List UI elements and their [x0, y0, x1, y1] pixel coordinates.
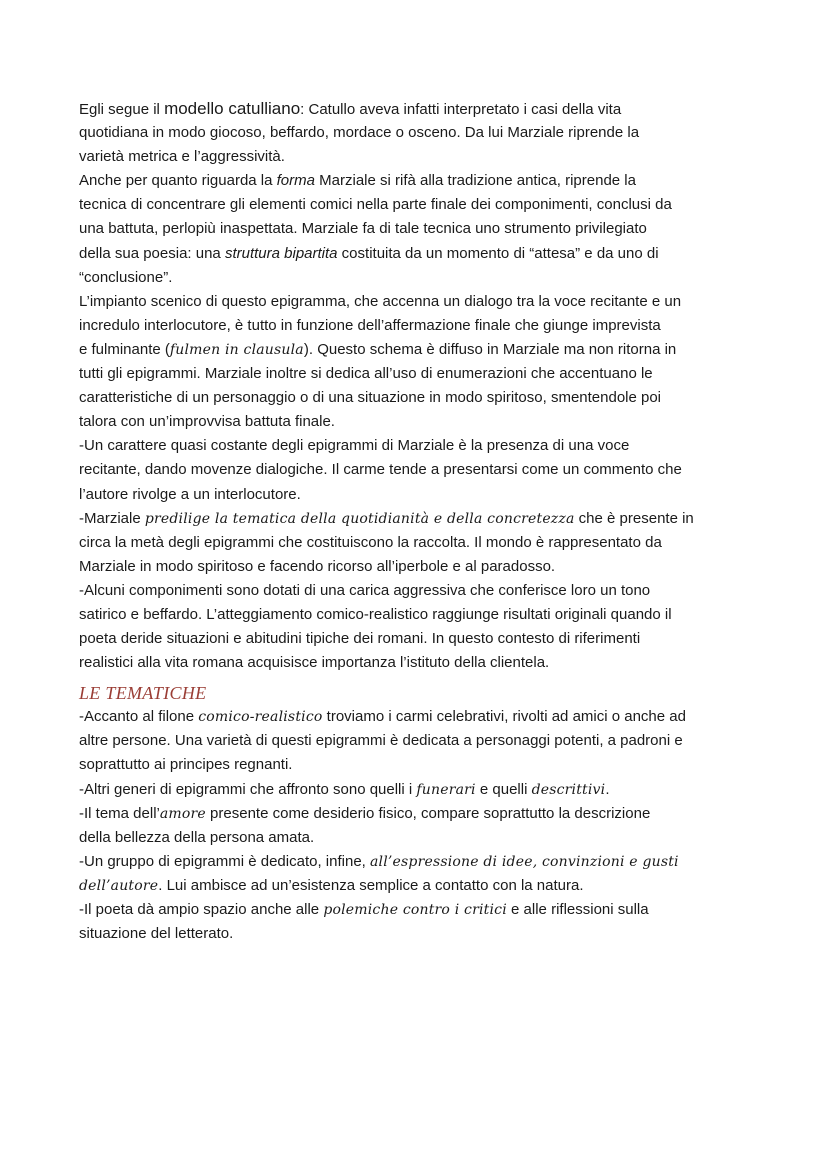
text-line: -Un gruppo di epigrammi è dedicato, infine, all’espressione di idee, convinzioni e gusti — [79, 852, 679, 870]
text-line: incredulo interlocutore, è tutto in funzione dell’affermazione finale che giunge imprevista — [79, 316, 661, 334]
handwritten-text: all’espressione di idee, convinzioni e gusti — [370, 853, 679, 870]
text-line: poeta deride situazioni e abitudini tipiche dei romani. In questo contesto di riferimenti — [79, 630, 641, 648]
italic-text: struttura bipartita — [224, 244, 338, 262]
text-line: dell’autore. Lui ambisce ad un’esistenza semplice a contatto con la natura. — [79, 876, 584, 894]
text-line: una battuta, perlopiù inaspettata. Marziale fa di tale tecnica uno strumento privilegiato — [79, 220, 647, 238]
handwritten-text: funerari — [416, 781, 476, 798]
handwritten-text: predilige la tematica della quotidianità e della concretezza — [144, 510, 575, 527]
text-line: caratteristiche di un personaggio o di una situazione in modo spiritoso, smentendole poi — [79, 389, 662, 407]
text-line: -Il tema dell’amore presente come desiderio fisico, compare soprattutto la descrizione — [79, 804, 651, 822]
handwritten-text: fulmen in clausula — [169, 341, 304, 358]
text-line: -Accanto al filone comico-realistico troviamo i carmi celebrativi, rivolti ad amici o anche ad — [79, 708, 686, 726]
section-heading-line — [79, 681, 759, 705]
text-line: e fulminante (fulmen in clausula). Questo schema è diffuso in Marziale ma non ritorna in — [79, 340, 677, 358]
text-line: L’impianto scenico di questo epigramma, che accenna un dialogo tra la voce recitante e un — [79, 292, 682, 310]
text-line: talora con un’improvvisa battuta finale. — [79, 413, 335, 431]
section-block — [79, 705, 759, 946]
text-line: l’autore rivolge a un interlocutore. — [79, 485, 301, 503]
text-line: Marziale in modo spiritoso e facendo ricorso all’iperbole e al paradosso. — [79, 557, 556, 575]
handwritten-text: comico-realistico — [198, 709, 323, 726]
document-page — [79, 97, 759, 946]
text-line: -Il poeta dà ampio spazio anche alle polemiche contro i critici e alle riflessioni sulla — [79, 901, 649, 918]
intro-block — [79, 97, 759, 675]
handwritten-text: amore — [159, 805, 206, 822]
text-line: situazione del letterato. — [79, 925, 234, 943]
text-line: Anche per quanto riguarda la forma Marziale si rifà alla tradizione antica, riprende la — [79, 172, 636, 190]
text-line: tecnica di concentrare gli elementi comici nella parte finale dei componimenti, conclusi da — [79, 196, 672, 214]
text-line: varietà metrica e l’aggressività. — [79, 148, 285, 166]
text-line: tutti gli epigrammi. Marziale inoltre si dedica all’uso di enumerazioni che accentuano le — [79, 365, 653, 383]
handwritten-text: descrittivi — [531, 781, 606, 798]
text-line: della bellezza della persona amata. — [79, 828, 315, 846]
text-line: -Alcuni componimenti sono dotati di una carica aggressiva che conferisce loro un tono — [79, 581, 651, 599]
italic-text: forma — [276, 172, 315, 190]
section-heading: LE TEMATICHE — [79, 683, 207, 704]
text-line: satirico e beffardo. L’atteggiamento comico-realistico raggiunge risultati originali quando il — [79, 605, 672, 623]
text-line: quotidiana in modo giocoso, beffardo, mordace o osceno. Da lui Marziale riprende la — [79, 124, 640, 142]
text-line: circa la metà degli epigrammi che costituiscono la raccolta. Il mondo è rappresentato da — [79, 533, 662, 551]
text-line: -Un carattere quasi costante degli epigrammi di Marziale è la presenza di una voce — [79, 437, 630, 455]
handwritten-text: dell’autore — [79, 877, 159, 894]
text-line: altre persone. Una varietà di questi epigrammi è dedicata a personaggi potenti, a padroni e — [79, 732, 683, 750]
text-line: “conclusione”. — [79, 268, 173, 286]
handwritten-text: polemiche contro i critici — [323, 902, 507, 918]
text-line: realistici alla vita romana acquisisce importanza l’istituto della clientela. — [79, 654, 550, 672]
text-line: della sua poesia: una struttura bipartita costituita da un momento di “attesa” e da uno di — [79, 244, 659, 262]
text-line: -Marziale predilige la tematica della quotidianità e della concretezza che è presente in — [79, 509, 694, 527]
text-line: soprattutto ai principes regnanti. — [79, 756, 293, 774]
text-line: recitante, dando movenze dialogiche. Il carme tende a presentarsi come un commento che — [79, 461, 682, 479]
text-line: Egli segue il modello catulliano: Catullo aveva infatti interpretato i casi della vita — [79, 99, 622, 118]
text-line: -Altri generi di epigrammi che affronto sono quelli i funerari e quelli descrittivi. — [79, 780, 610, 798]
highlight-text: modello catulliano — [164, 99, 301, 118]
